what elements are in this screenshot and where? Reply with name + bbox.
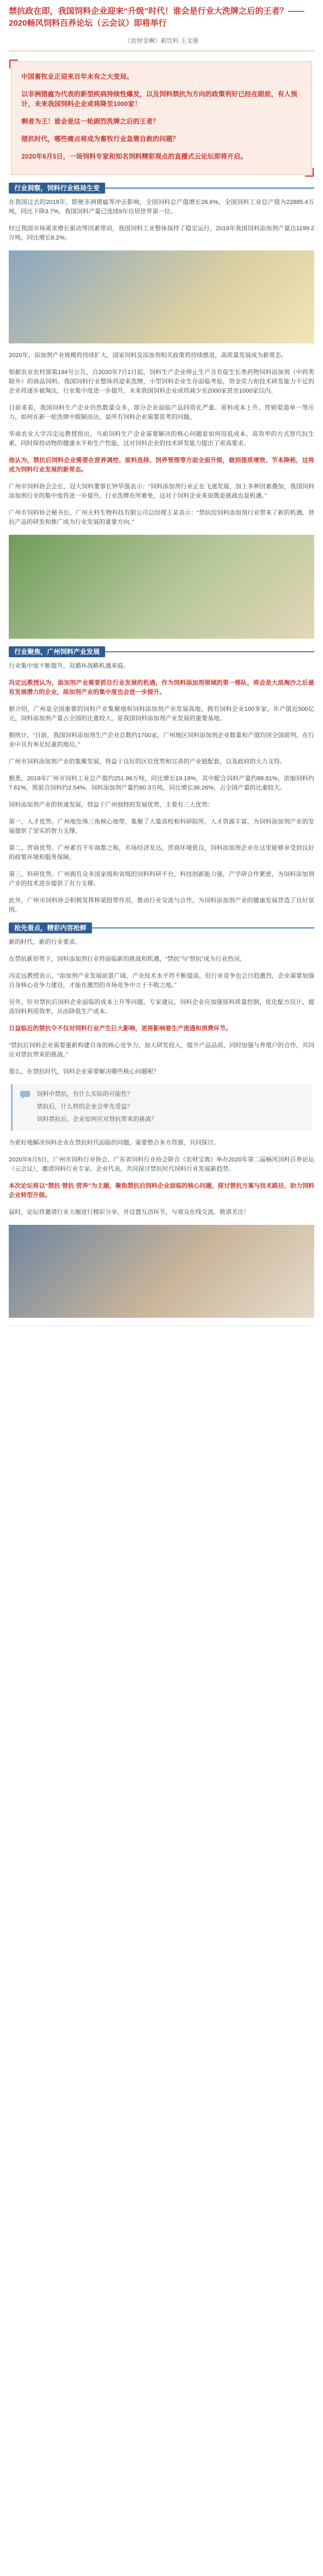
paragraph: 广州市饲料协会秘书长、广州天科生物科技有限公司总经理王某表示：“禁抗给饲料添加剂行业带来了新的机遇，替抗产品的研发和推广成为行业发展的重要方向。”: [9, 510, 314, 525]
question-line: 饲料禁抗后，企业如何应对替抗带来的挑战？: [37, 1116, 157, 1123]
paragraph: 届时，论坛将邀请行业大咖进行精彩分享，并设置互动环节，与观众在线交流，敬请关注！: [9, 1209, 250, 1216]
paragraph: 据介绍，广州是全国重要的饲料产业集聚地和饲料添加剂产业发展高地，拥有饲料企业100多家，年产值近500亿元，饲料添加剂产量占全国的比重较大，是我国饲料添加剂产业发展的重要基地。: [9, 706, 314, 722]
intro-line: 猪抗时代，哪些痛点将成为畜牧行业急需自救的问题？: [21, 135, 180, 143]
paragraph: 在禁抗新形势下，饲料添加剂行业将面临新的挑战和机遇，“禁抗”与“替抗”成为行业热词。: [9, 956, 246, 962]
article-image: [9, 1225, 314, 1318]
question-line: 禁抗后，什么样的企业会率先受益？: [37, 1103, 133, 1110]
paragraph: 第一，人才优势。广州地处珠三角核心地带，集聚了大量高校和科研院所，人才资源丰富，为饲料添加剂产业的发展提供了坚实的智力支撑。: [9, 819, 314, 834]
section-header-2: [9, 646, 314, 657]
paragraph: 华南农业大学冯定远教授指出，当前饲料生产企业需要解决的核心问题是如何用低成本、高效率的方式替代抗生素，同时保持动物的健康水平和生产性能，这对饲料企业的技术研发能力提出了更高要求。: [9, 431, 314, 447]
article-image: [9, 250, 314, 343]
question-line: 饲料中禁抗，有什么实际的可能性？: [37, 1091, 133, 1097]
paragraph: 2020年6月5日，广州市饲料行业协会、广东省饲料行业协会联合《农财宝典》举办2020年第二届畅风饲料百养论坛（云会议），邀请饲料行业专家、企业代表，共同探讨禁抗时代饲料行业发展新趋势。: [9, 1156, 314, 1172]
paragraph: 冯定远教授表示，“添加剂产业发展前景广阔，产业技术水平将不断提高，但行业竞争也会日趋激烈，企业需要加强自身核心竞争力建设，才能在激烈的市场竞争中立于不败之地。”: [9, 973, 314, 989]
paragraph: 根据农业农村部第194号公告，自2020年7月1日起，饲料生产企业停止生产含有促生长类药物饲料添加剂（中药类除外）的商品饲料。我国饲料行业整体将迎来洗牌，小型饲料企业生存面临考验，资金实力和技术研发能力不足的企业将逐步被淘汰，行业集中度进一步提升，未来我国饲料企业或将减少至2000家甚至1000家以内。: [9, 369, 314, 394]
paragraph: 广州市饲料协会会长、冠大饲料董事长钟华强表示：“饲料添加剂行业正在飞速发展，加上多种因素叠加，我国饲料添加剂行业的集中度将进一步提升，行业洗牌在所难免，这对于饲料企业来说既是挑战也是机遇。”: [9, 483, 314, 499]
article-title: 禁抗政在即，我国饲料企业迎来“升级”时代！谁会是行业大洗牌之后的王者？——2020畅风饲料百养论坛（云会议）即将举行: [9, 7, 305, 28]
section-title: 行业洞察，饲料行业格局生变: [9, 183, 105, 194]
question-quote-box: [11, 1084, 312, 1131]
paragraph: 此外，广州市饲料协会积极发挥桥梁纽带作用，推动行业交流与合作，为饲料添加剂产业的健康发展营造了良好氛围。: [9, 897, 314, 913]
paragraph: 广州市饲料添加剂产业的集聚发展，得益于良好的区位优势和完善的产业链配套，以及政府的大力支持。: [9, 758, 286, 765]
intro-line: 以非洲猪瘟为代表的新型疾病持续性爆发，以及饲料禁抗为方向的政策利好已经在眼前，有人预计，未来我国饲料企业或将降至1000家！: [21, 90, 298, 108]
section-title: 抢先看点，精彩内容抢鲜: [9, 922, 92, 933]
section-title: 行业聚焦，广州饲料产业发展: [9, 646, 105, 657]
intro-line: 剩者为王！谁会是这一轮剧烈洗牌之后的王者？: [21, 118, 160, 125]
paragraph-highlight: 日益临近的禁抗令不仅对饲料行业产生巨大影响，更将影响着生产流通和消费环节。: [9, 1025, 232, 1032]
paragraph-highlight: 冯定远教授认为，添加剂产业需要抓住行业发展的机遇，作为饲料添加剂领域的第一梯队，将会是大浪淘沙之后最有发展潜力的企业，添加剂产业的集中度也会进一步提升。: [9, 680, 314, 696]
paragraph-highlight: 本次论坛将以“禁抗·替抗·营养”为主题，聚焦禁抗后饲料企业面临的核心问题，探讨替抗方案与技术路径，助力饲料企业转型升级。: [9, 1183, 314, 1199]
paragraph-highlight: 他认为，禁抗后饲料企业需要在营养调控、原料选择、饲养管理等方面全面升级，做到提质增效、节本降耗，这将成为饲料行业发展的新常态。: [9, 457, 314, 473]
paragraph: 第二，营商优势。广州素有千年商都之称，市场经济发达，营商环境优良，饲料添加剂企业在这里能够享受到良好的政策环境和服务保障。: [9, 845, 314, 861]
paragraph: 那么，在禁抗时代，饲料企业需要解决哪些核心问题呢？: [9, 1068, 159, 1075]
intro-line: 中国畜牧业正迎来百年未有之大变局。: [21, 73, 134, 80]
paragraph: 在我国过去的2019年，即便非洲猪瘟等冲击影响，全国饲料总产值增长26.6%，全国饲料工业总产值为22885.4万吨，同比下降3.7%。我国饲料产量已连续9年位居世界第一位。: [9, 199, 314, 215]
section-header-1: [9, 183, 314, 194]
paragraph: 饲料添加剂产业的快速发展，得益于广州独特的发展优势，主要有三大优势：: [9, 802, 214, 808]
chat-bubble-icon: [19, 1089, 31, 1101]
paragraph: 行业集中度不断提升，双循环战略机遇来临。: [9, 663, 129, 669]
paragraph: 目前来看，我国饲料生产企业仍然数量众多，部分企业面临产品同质化严重、原料成本上升、营销渠道单一等压力，如何在新一轮洗牌中脱颖而出，是所有饲料企业需要思考的问题。: [9, 405, 314, 420]
paragraph: 经过我国市场需求增长驱动等因素带动，我国饲料工业整体保持了稳定运行，2019年我国饲料添加剂产量达1199.2万吨，同比增长8.2%。: [9, 225, 314, 241]
paragraph: 据悉，2019年广州市饲料工业总产值约251.96万吨，同比增长19.19%，其中配合饲料产量约88.81%，浓缩饲料约7.61%，预混合饲料约2.54%。饲料添加剂产量约80.3万吨，同比增长36.26%，占全国产量的比重较大。: [9, 775, 314, 791]
paragraph: 2020年，添加剂产业规模将持续扩大，国家饲料及添加剂相关政策将持续推进，高质量发展成为新常态。: [9, 352, 287, 359]
title-divider: [9, 50, 314, 51]
footer-divider: [9, 1325, 314, 1326]
article-meta: 《农财金琳》新饮料 王文强: [124, 38, 199, 44]
paragraph: 第三，科研优势。广州拥有众多国家级和省级的饲料科研平台，科技创新能力强，产学研合作紧密，为饲料添加剂产业的技术进步提供了有力支撑。: [9, 871, 314, 887]
article-image: [9, 535, 314, 639]
intro-quote-box: [11, 61, 312, 175]
paragraph: 据统计，“目前，我国饲料添加剂生产企业总数约1700家，广州地区饲料添加剂企业数量和产值均居全国前列，在行业中具有举足轻重的地位。”: [9, 732, 314, 748]
paragraph: 另外，针对禁抗后饲料企业面临的成本上升等问题，专家建议，饲料企业应加强原料质量控制，优化配方设计，提高饲料利用效率，从而降低生产成本。: [9, 999, 314, 1015]
paragraph: 新的时代，新的行业要求。: [9, 939, 81, 945]
intro-line: 2020年6月5日，一场饲料专家和知名饲料精彩观点的直播式云论坛即将开启。: [21, 153, 247, 160]
paragraph: “禁抗后饲料企业需要重新构建自身的核心竞争力，加大研发投入，提升产品品质，同时加强与养殖户的合作，共同应对禁抗带来的挑战。”: [9, 1042, 314, 1058]
paragraph: 为更好地解决饲料企业在禁抗时代面临的问题，需要整合多方资源，共同探讨。: [9, 1140, 220, 1146]
section-header-3: [9, 922, 314, 933]
